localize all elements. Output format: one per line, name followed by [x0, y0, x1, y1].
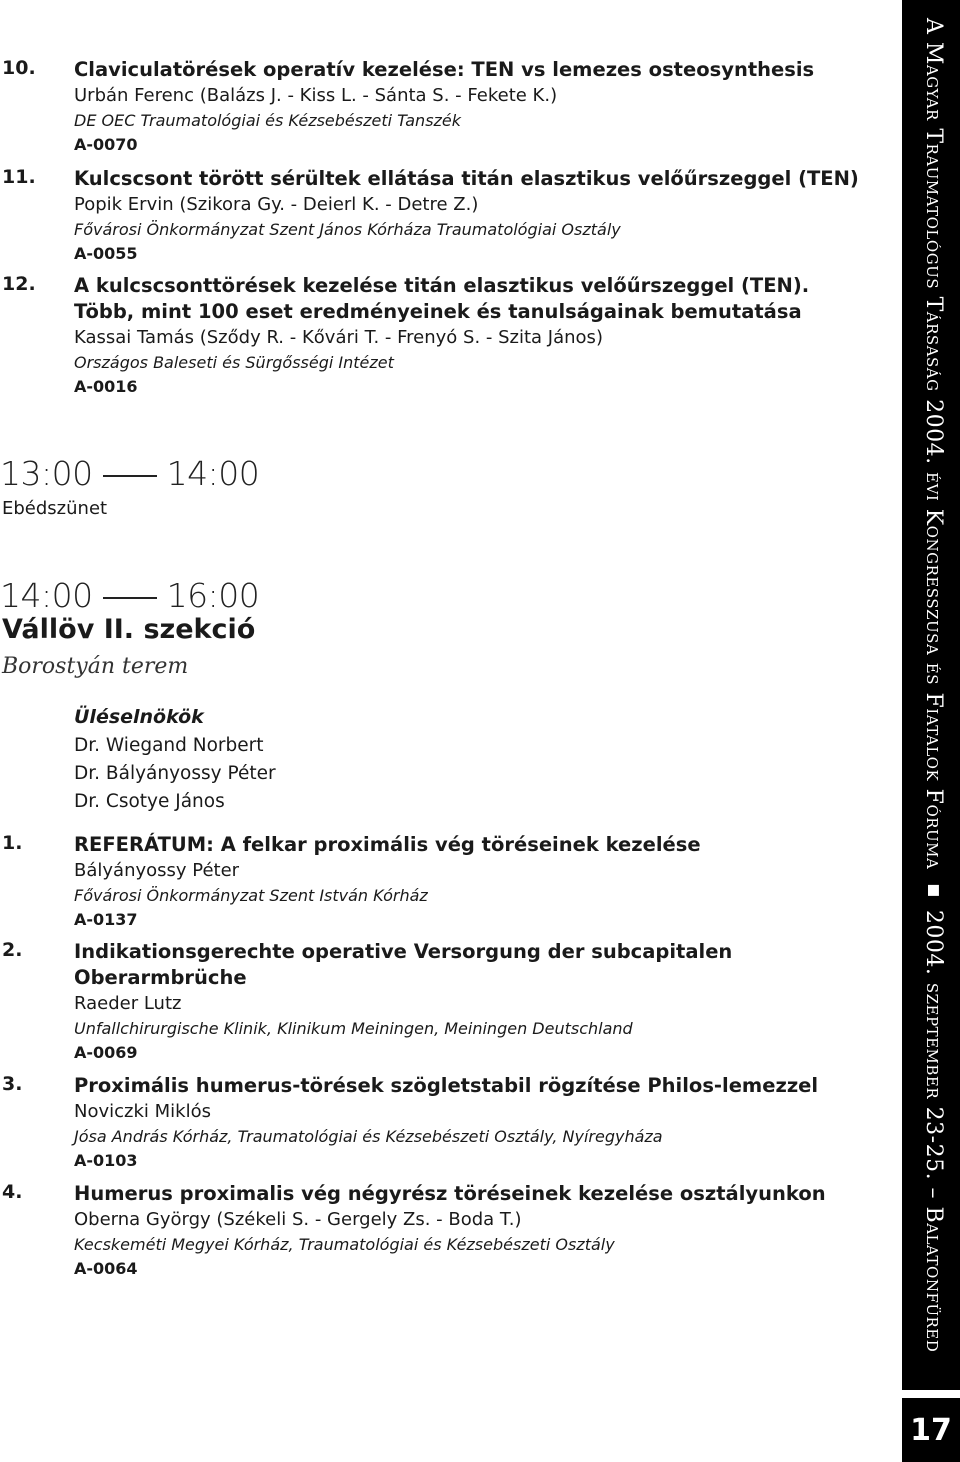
session-start-time: 14:00: [0, 576, 93, 615]
session-time-range: [0, 576, 259, 615]
entry-authors: Raeder Lutz: [74, 993, 182, 1014]
entry-title-line-2: Több, mint 100 eset eredményeinek és tanulságainak bemutatása: [74, 300, 802, 323]
session-end-time: 16:00: [166, 576, 260, 615]
chairs-heading: Üléselnökök: [74, 706, 204, 728]
lunch-end-time: 14:00: [166, 454, 260, 493]
entry-institution: Fővárosi Önkormányzat Szent János Kórháza Traumatológiai Osztály: [74, 220, 621, 239]
chair-name: Dr. Wiegand Norbert: [74, 735, 264, 756]
entry-title: Proximális humerus-törések szögletstabil rögzítése Philos-lemezzel: [74, 1074, 819, 1097]
entry-authors: Oberna György (Székeli S. - Gergely Zs. - Boda T.): [74, 1209, 522, 1230]
entry-institution: Kecskeméti Megyei Kórház, Traumatológiai és Kézsebészeti Osztály: [74, 1235, 615, 1254]
lunch-start-time: 13:00: [0, 454, 93, 493]
entry-number: 11.: [2, 166, 36, 188]
entry-code: A-0070: [74, 135, 138, 154]
entry-title: Claviculatörések operatív kezelése: TEN vs lemezes osteosynthesis: [74, 58, 815, 81]
entry-code: A-0137: [74, 910, 138, 929]
entry-institution: Országos Baleseti és Sürgősségi Intézet: [74, 353, 394, 372]
entry-code: A-0016: [74, 377, 138, 396]
program-entry: [0, 166, 880, 266]
sidebar-banner-text: A Magyar Traumatológus Társaság 2004. évi Kongresszusa és Fiatalok Fóruma ▪ 2004. szeptember 23-25. – Balatonfüred: [921, 18, 946, 1353]
program-entry: [0, 57, 880, 157]
entry-number: 2.: [2, 939, 23, 961]
entry-title: Humerus proximalis vég négyrész töréseinek kezelése osztályunkon: [74, 1182, 826, 1205]
entry-number: 12.: [2, 273, 36, 295]
entry-number: 1.: [2, 832, 23, 854]
entry-code: A-0064: [74, 1259, 138, 1278]
session-chairs: [74, 702, 276, 816]
chair-name: Dr. Bályányossy Péter: [74, 763, 276, 784]
entry-code: A-0055: [74, 244, 138, 263]
entry-institution: Unfallchirurgische Klinik, Klinikum Meiningen, Meiningen Deutschland: [74, 1019, 633, 1038]
sidebar-banner: [902, 0, 960, 1390]
program-entry: [0, 273, 880, 399]
page-number: 17: [902, 1398, 960, 1462]
entry-authors: Kassai Tamás (Sződy R. - Kővári T. - Frenyó S. - Szita János): [74, 327, 603, 348]
entry-institution: Jósa András Kórház, Traumatológiai és Kézsebészeti Osztály, Nyíregyháza: [74, 1127, 663, 1146]
program-entry: [0, 1073, 880, 1173]
entry-authors: Urbán Ferenc (Balázs J. - Kiss L. - Sánta S. - Fekete K.): [74, 85, 558, 106]
program-entry: [0, 832, 880, 932]
entry-authors: Bályányossy Péter: [74, 860, 240, 881]
entry-title-line-2: Oberarmbrüche: [74, 966, 247, 989]
program-entry: [0, 939, 880, 1065]
program-entry: [0, 1181, 880, 1281]
entry-title: Kulcscsont törött sérültek ellátása titán elasztikus velőűrszeggel (TEN): [74, 167, 859, 190]
entry-number: 10.: [2, 57, 36, 79]
chair-name: Dr. Csotye János: [74, 791, 225, 812]
time-dash: [103, 475, 157, 477]
entry-code: A-0069: [74, 1043, 138, 1062]
entry-title: REFERÁTUM: A felkar proximális vég töréseinek kezelése: [74, 833, 701, 856]
lunch-label: Ebédszünet: [2, 498, 108, 519]
session-room: Borostyán terem: [2, 654, 189, 679]
session-title: Vállöv II. szekció: [2, 614, 256, 645]
entry-number: 3.: [2, 1073, 23, 1095]
entry-title-line-1: A kulcscsonttörések kezelése titán elasztikus velőűrszeggel (TEN).: [74, 274, 810, 297]
entry-title-line-1: Indikationsgerechte operative Versorgung der subcapitalen: [74, 940, 733, 963]
entry-code: A-0103: [74, 1151, 138, 1170]
time-dash: [103, 597, 157, 599]
entry-institution: DE OEC Traumatológiai és Kézsebészeti Tanszék: [74, 111, 462, 130]
entry-institution: Fővárosi Önkormányzat Szent István Kórház: [74, 886, 428, 905]
entry-authors: Popik Ervin (Szikora Gy. - Deierl K. - Detre Z.): [74, 194, 479, 215]
entry-number: 4.: [2, 1181, 23, 1203]
lunch-time-range: [0, 454, 259, 493]
entry-authors: Noviczki Miklós: [74, 1101, 211, 1122]
